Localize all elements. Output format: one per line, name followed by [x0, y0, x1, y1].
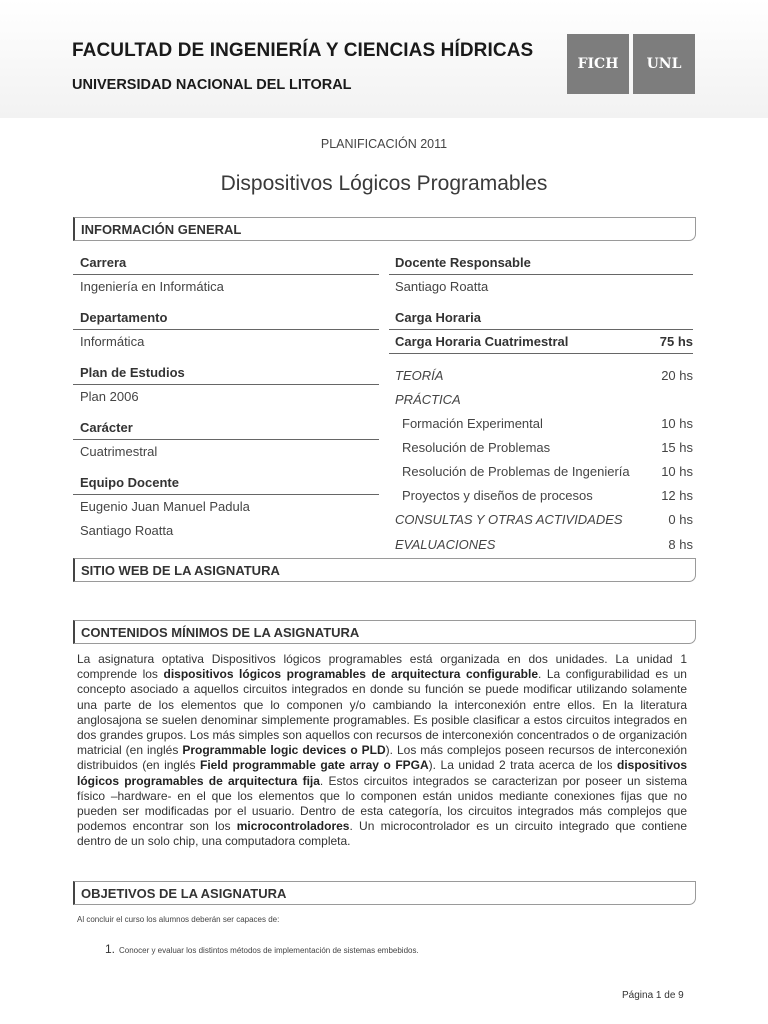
resolucion-label: Resolución de Problemas: [402, 440, 551, 455]
divider: [73, 329, 379, 330]
section-general-info: [73, 217, 696, 241]
planning-year: PLANIFICACIÓN 2011: [320, 137, 448, 151]
unl-logo: UNL: [633, 34, 695, 94]
resolucion-value: 15 hs: [661, 440, 693, 455]
section-title: INFORMACIÓN GENERAL: [81, 222, 242, 237]
divider: [73, 439, 379, 440]
course-title: Dispositivos Lógicos Programables: [220, 172, 548, 195]
formacion-label: Formación Experimental: [402, 416, 543, 431]
consultas-label: CONSULTAS Y OTRAS ACTIVIDADES: [395, 512, 623, 527]
proyectos-label: Proyectos y diseños de procesos: [402, 488, 593, 503]
equipo-member: Eugenio Juan Manuel Padula: [80, 499, 250, 514]
carrera-label: Carrera: [80, 255, 127, 270]
fich-logo: FICH: [567, 34, 629, 94]
departamento-value: Informática: [80, 334, 145, 349]
text-run: . La configurabilidad es un concepto asociado a aquellos circuitos integrados en donde su función se puede modificar utilizando solamente una parte de los elementos que lo componen y/o cambiando la interconexión entre ellos. En la literatura anglosajona se suelen denominar simplemente programables. Es posible clasificar a estos circuitos integrados en dos grandes grupos. Los más simples son aquellos con recursos de interconexión concentrados o de organización matricial (en inglés: [77, 667, 687, 758]
carga-cuatrimestral-value: 75 hs: [659, 334, 693, 349]
divider: [73, 274, 379, 275]
objetivos-intro: Al concluir el curso los alumnos deberán ser capaces de:: [77, 915, 280, 924]
departamento-label: Departamento: [80, 310, 168, 325]
bold-term: microcontroladores: [236, 819, 350, 834]
practica-label: PRÁCTICA: [395, 392, 461, 407]
divider: [389, 329, 693, 330]
docente-value: Santiago Roatta: [395, 279, 489, 294]
carga-cuatrimestral-label: Carga Horaria Cuatrimestral: [395, 334, 569, 349]
proyectos-value: 12 hs: [661, 488, 693, 503]
section-title: CONTENIDOS MÍNIMOS DE LA ASIGNATURA: [81, 625, 360, 640]
evaluaciones-value: 8 hs: [668, 537, 693, 552]
text-run: ). La unidad 2 trata acerca de los: [428, 758, 617, 773]
section-title: OBJETIVOS DE LA ASIGNATURA: [81, 886, 287, 901]
resolucion-ing-label: Resolución de Problemas de Ingeniería: [402, 464, 630, 479]
consultas-value: 0 hs: [668, 512, 693, 527]
bold-term: dispositivos lógicos programables de arquitectura fija: [77, 758, 687, 788]
divider: [73, 384, 379, 385]
bold-term: Programmable logic devices o PLD: [182, 743, 386, 758]
teoria-label: TEORÍA: [395, 368, 444, 383]
formacion-value: 10 hs: [661, 416, 693, 431]
equipo-member: Santiago Roatta: [80, 523, 174, 538]
objetivo-text: Conocer y evaluar los distintos métodos de implementación de sistemas embebidos.: [119, 946, 419, 955]
faculty-name: FACULTAD DE INGENIERÍA Y CIENCIAS HÍDRICAS: [72, 40, 534, 61]
text-run: La asignatura optativa Dispositivos lógicos programables está organizada en dos unidades. La unidad 1 comprende los: [77, 652, 687, 682]
resolucion-ing-value: 10 hs: [661, 464, 693, 479]
divider: [389, 353, 693, 354]
contenidos-paragraph: [77, 652, 687, 850]
document-header: [0, 0, 768, 118]
text-run: . Un microcontrolador es un circuito integrado que contiene dentro de un solo chip, una computadora completa.: [77, 819, 687, 849]
bold-term: Field programmable gate array o FPGA: [199, 758, 429, 773]
section-contenidos: [73, 620, 696, 644]
divider: [389, 274, 693, 275]
text-run: ). Los más complejos poseen recursos de interconexión distribuidos (en inglés: [77, 743, 688, 773]
caracter-value: Cuatrimestral: [80, 444, 158, 459]
carga-label: Carga Horaria: [395, 310, 481, 325]
evaluaciones-label: EVALUACIONES: [395, 537, 496, 552]
text-run: . Estos circuitos integrados se caracterizan por poseer un sistema físico –hardware- en el que los elementos que lo componen están unidos mediante conexiones fijas que no pueden ser modificadas por el usuario. Dentro de esta categoría, los circuitos integrados más complejos que podemos encontrar son los: [77, 773, 687, 834]
plan-value: Plan 2006: [80, 389, 139, 404]
teoria-value: 20 hs: [661, 368, 693, 383]
plan-label: Plan de Estudios: [80, 365, 185, 380]
carrera-value: Ingeniería en Informática: [80, 279, 224, 294]
docente-label: Docente Responsable: [395, 255, 531, 270]
section-sitio-web: [73, 558, 696, 582]
section-title: SITIO WEB DE LA ASIGNATURA: [81, 563, 280, 578]
page-number: Página 1 de 9: [622, 990, 684, 1001]
university-name: UNIVERSIDAD NACIONAL DEL LITORAL: [72, 77, 352, 93]
bold-term: dispositivos lógicos programables de arquitectura configurable: [163, 667, 538, 682]
equipo-label: Equipo Docente: [80, 475, 179, 490]
section-objetivos: [73, 881, 696, 905]
caracter-label: Carácter: [80, 420, 133, 435]
objetivo-number: 1.: [105, 942, 116, 956]
divider: [73, 494, 379, 495]
